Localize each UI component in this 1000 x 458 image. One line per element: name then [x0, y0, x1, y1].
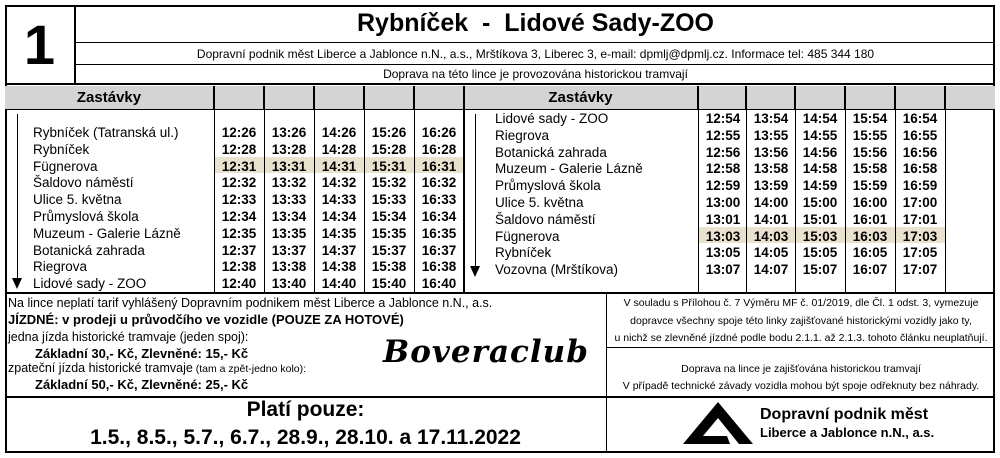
departure-time: 15:40 [371, 276, 407, 292]
departure-time: 12:26 [221, 125, 257, 140]
departure-time: 14:31 [321, 158, 357, 174]
departure-time: 13:56 [753, 144, 789, 160]
grid-line [463, 86, 465, 292]
grid-line [264, 86, 265, 292]
departure-time: 16:05 [852, 245, 888, 261]
boveraclub-logo: Boveraclub [383, 334, 589, 370]
departure-time: 14:35 [321, 225, 357, 241]
departure-time: 16:40 [421, 276, 457, 292]
departure-time: 16:28 [421, 141, 457, 157]
header-cell [264, 86, 314, 110]
departure-time: 14:01 [753, 211, 789, 227]
departure-time: 16:00 [852, 195, 888, 210]
stops-header-right [464, 86, 698, 110]
departure-time: 13:05 [705, 245, 741, 261]
legal-line-1: V souladu s Přílohou č. 7 Výměru MF č. 01/2019, dle Čl. 1 odst. 3, vymezuje [623, 297, 979, 309]
departure-time: 14:54 [802, 111, 838, 126]
departure-time: 17:01 [902, 211, 938, 227]
stop-name: Ulice 5. května [495, 195, 584, 210]
stops-header-label: Zastávky [548, 89, 613, 106]
fares-return-price: Základní 50,- Kč, Zlevněné: 25,- Kč [35, 377, 249, 392]
departure-time: 14:00 [753, 195, 789, 210]
departure-time: 15:26 [371, 125, 407, 140]
departure-time: 15:55 [852, 127, 888, 143]
departure-time: 14:07 [753, 262, 789, 278]
departure-time: 15:33 [371, 192, 407, 208]
departure-time: 14:55 [802, 127, 838, 143]
stop-name: Rybníček [33, 141, 90, 157]
fares-section [5, 294, 606, 396]
stop-name: Fügnerova [33, 158, 98, 174]
departure-time: 15:56 [852, 144, 888, 160]
grid-line [845, 86, 846, 292]
departure-time: 14:26 [321, 125, 357, 140]
header-cell [364, 86, 414, 110]
departure-time: 14:38 [321, 259, 357, 275]
legal-section [607, 294, 995, 347]
departure-time: 16:55 [902, 127, 938, 143]
departure-time: 16:54 [902, 111, 938, 126]
departure-time: 17:05 [902, 245, 938, 261]
departure-time: 14:37 [321, 242, 357, 258]
departure-time: 16:33 [421, 192, 457, 208]
departure-time: 13:59 [753, 178, 789, 194]
stop-name: Fügnerova [495, 228, 560, 244]
departure-time: 13:37 [271, 242, 307, 258]
fares-return-label: zpateční jízda historické tramvaje [8, 361, 193, 375]
departure-time: 14:05 [753, 245, 789, 261]
header-cell [698, 86, 746, 110]
departure-time: 15:54 [852, 111, 888, 126]
departure-time: 16:07 [852, 262, 888, 278]
departure-time: 12:35 [221, 225, 257, 241]
direction-down-arrow-right [470, 114, 482, 279]
fares-return-note: (tam a zpět-jedno kolo): [192, 363, 307, 375]
departure-time: 13:40 [271, 276, 307, 292]
notice-section [607, 348, 995, 396]
departure-time: 15:07 [802, 262, 838, 278]
dpmlj-logo-icon [683, 402, 753, 444]
departure-time: 16:03 [852, 228, 888, 244]
grid-line [795, 86, 796, 292]
departure-time: 13:07 [705, 262, 741, 278]
departure-time: 13:31 [271, 158, 307, 174]
departure-time: 15:59 [852, 178, 888, 194]
departure-time: 14:03 [753, 228, 789, 244]
notice-line-2: V případě technické závady vozidla mohou být spoje odřeknuty bez náhrady. [622, 380, 980, 392]
departure-time: 15:34 [371, 209, 407, 224]
departure-time: 16:34 [421, 209, 457, 224]
header-cell [746, 86, 795, 110]
stop-name: Vozovna (Mrštíkova) [495, 262, 619, 278]
stop-name: Lidové sady - ZOO [33, 276, 147, 292]
departure-time: 14:59 [802, 178, 838, 194]
direction-down-arrow-left [12, 114, 24, 292]
departure-time: 13:03 [705, 228, 741, 244]
fares-single-price: Základní 30,- Kč, Zlevněné: 15,- Kč [35, 346, 249, 361]
fares-line-tariff: Na lince neplatí tarif vyhlášený Dopravním podnikem měst Liberce a Jablonce n.N., a.s. [8, 296, 493, 310]
departure-time: 13:55 [753, 127, 789, 143]
grid-line [364, 86, 365, 292]
departure-time: 16:26 [421, 125, 457, 140]
departure-time: 12:56 [705, 144, 741, 160]
header-cell [845, 86, 895, 110]
stop-name: Riegrova [33, 259, 88, 275]
departure-time: 13:34 [271, 209, 307, 224]
departure-time: 14:56 [802, 144, 838, 160]
grid-line [314, 86, 315, 292]
fares-line-single: jedna jízda historické tramvaje (jeden spoj): [8, 330, 249, 344]
departure-time: 15:58 [852, 161, 888, 177]
operator-logo-section [607, 398, 995, 453]
departure-time: 15:05 [802, 245, 838, 261]
header-cell [795, 86, 845, 110]
departure-time: 14:28 [321, 141, 357, 157]
departure-time: 17:03 [902, 228, 938, 244]
departure-time: 12:54 [705, 111, 741, 126]
departure-time: 12:33 [221, 192, 257, 208]
departure-time: 14:32 [321, 175, 357, 191]
departure-time: 13:01 [705, 211, 741, 227]
departure-time: 14:58 [802, 161, 838, 177]
departure-time: 12:34 [221, 209, 257, 224]
validity-label: Platí pouze: [246, 398, 365, 421]
departure-time: 16:01 [852, 211, 888, 227]
fares-line-return [8, 361, 306, 375]
departure-time: 13:00 [705, 195, 741, 210]
operator-contact-info: Dopravní podnik měst Liberce a Jablonce n.N., a.s., Mrštíkova 3, Liberec 3, e-mail: dpmlj@dpmlj.cz. Informace tel: 485 344 180 [76, 43, 995, 65]
grid-line [214, 86, 215, 292]
departure-time: 12:59 [705, 178, 741, 194]
stop-name: Průmyslová škola [33, 209, 139, 224]
departure-time: 15:01 [802, 211, 838, 227]
departure-time: 16:56 [902, 144, 938, 160]
stop-name: Šaldovo náměstí [495, 211, 596, 227]
departure-time: 16:58 [902, 161, 938, 177]
departure-time: 17:07 [902, 262, 938, 278]
legal-line-2: dopravce všechny spoje této linky zajišťované historickými vozidly jako ty, [630, 315, 972, 327]
departure-time: 16:38 [421, 259, 457, 275]
header-cell [214, 86, 264, 110]
stop-name: Šaldovo náměstí [33, 175, 134, 191]
grid-line [945, 86, 946, 292]
header-cell [414, 86, 464, 110]
departure-time: 13:54 [753, 111, 789, 126]
departure-time: 12:40 [221, 276, 257, 292]
operator-logo-line-2: Liberce a Jablonce n.N., a.s. [760, 425, 935, 440]
departure-time: 12:37 [221, 242, 257, 258]
departure-time: 12:31 [221, 158, 257, 174]
header-cell [895, 86, 945, 110]
departure-time: 15:03 [802, 228, 838, 244]
departure-time: 13:35 [271, 225, 307, 241]
departure-time: 16:35 [421, 225, 457, 241]
departure-time: 16:32 [421, 175, 457, 191]
operator-logo-line-1: Dopravní podnik měst [760, 406, 929, 423]
stop-name: Lidové sady - ZOO [495, 111, 609, 126]
header-cell [945, 86, 995, 110]
departure-time: 13:26 [271, 125, 307, 140]
stop-name: Botanická zahrada [495, 144, 607, 160]
departure-time: 15:28 [371, 141, 407, 157]
stop-name: Rybníček (Tatranská ul.) [33, 125, 179, 140]
departure-time: 15:31 [371, 158, 407, 174]
departure-time: 14:34 [321, 209, 357, 224]
departure-time: 13:33 [271, 192, 307, 208]
departure-time: 12:28 [221, 141, 257, 157]
stops-header-left [5, 86, 214, 110]
grid-line [698, 86, 699, 292]
departure-time: 15:38 [371, 259, 407, 275]
stops-header-label: Zastávky [76, 89, 142, 106]
departure-time: 16:59 [902, 178, 938, 194]
legal-line-3: u nichž se zlevněné jízdné podle bodu 2.1.1. až 2.1.3. tohoto článku neuplatňují. [614, 332, 988, 344]
stop-name: Botanická zahrada [33, 242, 145, 258]
departure-time: 12:32 [221, 175, 257, 191]
departure-time: 15:00 [802, 195, 838, 210]
departure-time: 16:31 [421, 158, 457, 174]
departure-time: 15:35 [371, 225, 407, 241]
departure-time: 14:33 [321, 192, 357, 208]
departure-time: 12:38 [221, 259, 257, 275]
grid-line [895, 86, 896, 292]
stop-name: Ulice 5. května [33, 192, 122, 208]
notice-line-1: Doprava na lince je zajišťována historickou tramvají [681, 363, 921, 375]
fares-line-purchase: JÍZDNÉ: v prodeji u průvodčího ve vozidle (POUZE ZA HOTOVÉ) [8, 312, 404, 327]
validity-dates: 1.5., 8.5., 5.7., 6.7., 28.9., 28.10. a 17.11.2022 [90, 426, 521, 449]
departure-time: 13:58 [753, 161, 789, 177]
departure-time: 15:37 [371, 242, 407, 258]
departure-time: 17:00 [902, 195, 938, 210]
stop-name: Muzeum - Galerie Lázně [495, 161, 643, 177]
historic-tram-info: Doprava na této lince je provozována historickou tramvají [383, 67, 688, 81]
route-number: 1 [5, 5, 76, 83]
header-divider [5, 83, 995, 85]
departure-time: 13:38 [271, 259, 307, 275]
departure-time: 13:32 [271, 175, 307, 191]
departure-time: 12:55 [705, 127, 741, 143]
stop-name: Rybníček [495, 245, 552, 261]
stop-name: Muzeum - Galerie Lázně [33, 225, 181, 241]
departure-time: 15:32 [371, 175, 407, 191]
header-cell [314, 86, 364, 110]
stop-name: Průmyslová škola [495, 178, 601, 194]
grid-line [414, 86, 415, 292]
departure-time: 13:28 [271, 141, 307, 157]
departure-time: 14:40 [321, 276, 357, 292]
departure-time: 16:37 [421, 242, 457, 258]
page-title: Rybníček - Lidové Sady-ZOO [76, 5, 995, 43]
validity-section [5, 398, 606, 453]
departure-time: 12:58 [705, 161, 741, 177]
grid-line [746, 86, 747, 292]
stop-name: Riegrova [495, 127, 550, 143]
